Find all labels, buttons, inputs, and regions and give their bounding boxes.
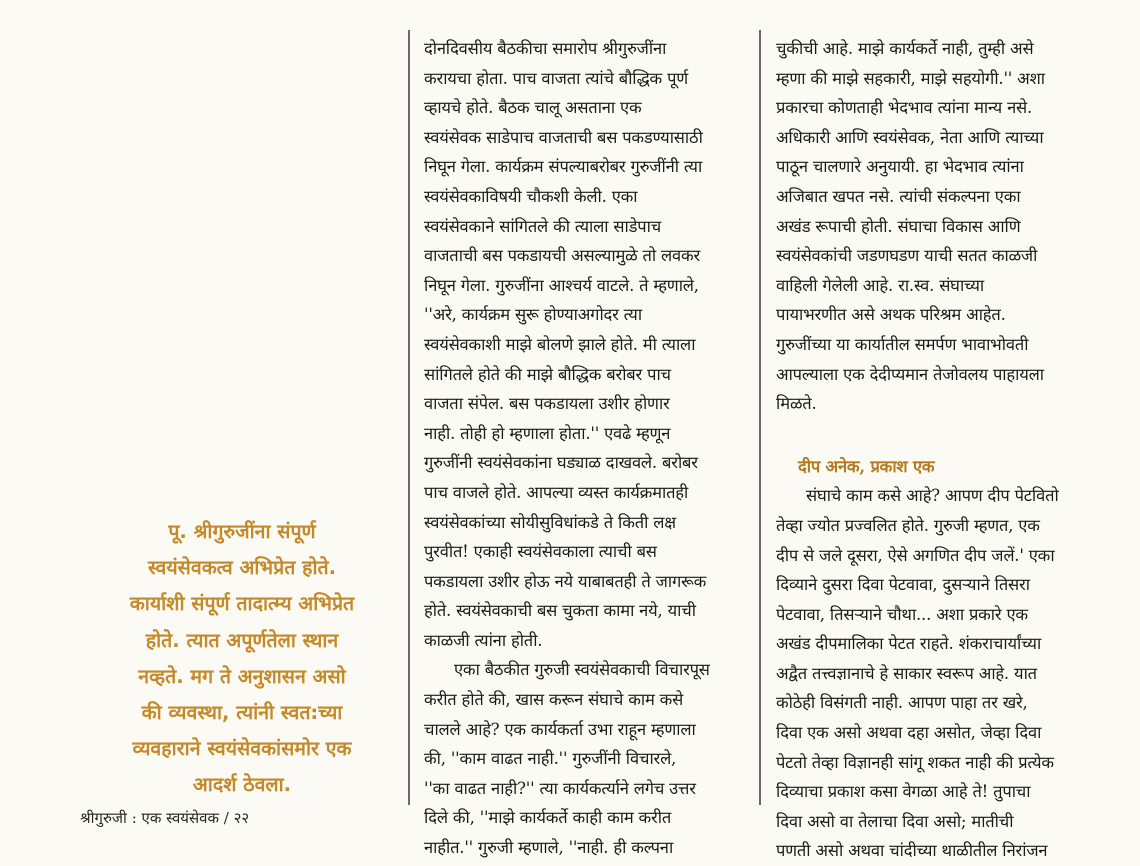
- text-line: नाहीत.'' गुरुजी म्हणाले, ''नाही. ही कल्पना: [424, 838, 674, 858]
- text-line: स्वयंसेवकाने सांगितले की त्याला साडेपाच: [424, 216, 661, 236]
- text-line: दिवा एक असो अथवा दहा असोत, जेव्हा दिवा: [776, 723, 1042, 743]
- text-column-middle: [424, 34, 744, 863]
- text-line: व्हायचे होते. बैठक चालू असताना एक: [424, 98, 642, 118]
- text-line: पकडायला उशीर होऊ नये याबाबतही ते जागरूक: [424, 571, 707, 591]
- text-line: पेटतो तेव्हा विज्ञानही सांगू शकत नाही की प्रत्येक: [776, 752, 1054, 772]
- text-line: पणती असो अथवा चांदीच्या थाळीतील निरांजन: [776, 841, 1048, 861]
- text-line: गुरुजींनी स्वयंसेवकांना घड्याळ दाखवले. बरोबर: [424, 453, 698, 473]
- text-line: ''अरे, कार्यक्रम सुरू होण्याअगोदर त्या: [424, 305, 642, 325]
- section-subheading: दीप अनेक, प्रकाश एक: [798, 456, 935, 476]
- text-line: दिव्याने दुसरा दिवा पेटवावा, दुसऱ्याने तिसरा: [776, 575, 1030, 595]
- page-footer: श्रीगुरुजी : एक स्वयंसेवक / २२: [80, 809, 250, 827]
- text-line: स्वयंसेवकांची जडणघडण याची सतत काळजी: [776, 246, 1038, 266]
- text-line: चुकीची आहे. माझे कार्यकर्ते नाही, तुम्ही असे: [776, 39, 1034, 58]
- text-line: वाजताची बस पकडायची असल्यामुळे तो लवकर: [424, 246, 700, 266]
- text-line: कोठेही विसंगती नाही. आपण पाहा तर खरे,: [776, 693, 1028, 713]
- paragraph: [776, 481, 1106, 866]
- column-divider-left: [408, 30, 410, 805]
- text-line: काळजी त्यांना होती.: [424, 630, 543, 650]
- text-line: पुरवीत! एकाही स्वयंसेवकाला त्याची बस: [424, 542, 657, 562]
- text-line: सांगितले होते की माझे बौद्धिक बरोबर पाच: [424, 364, 671, 384]
- text-line: करायचा होता. पाच वाजता त्यांचे बौद्धिक पूर्ण: [424, 68, 688, 88]
- text-line: स्वयंसेवकाशी माझे बोलणे झाले होते. मी त्याला: [424, 334, 696, 354]
- text-line: गुरुजींच्या या कार्यातील समर्पण भावाभोवती: [776, 334, 1029, 354]
- text-line: अधिकारी आणि स्वयंसेवक, नेता आणि त्याच्या: [776, 127, 1044, 147]
- text-line: अद्वैत तत्त्वज्ञानाचे हे साकार स्वरूप आहे. यात: [776, 663, 1037, 683]
- text-line: निघून गेला. कार्यक्रम संपल्याबरोबर गुरुजींनी त्या: [424, 157, 703, 177]
- text-line: की, ''काम वाढत नाही.'' गुरुजींनी विचारले,: [424, 749, 677, 769]
- text-line: दिवा असो वा तेलाचा दिवा असो; मातीची: [776, 811, 1014, 831]
- text-line: मिळते.: [776, 394, 817, 414]
- pull-quote-line: कार्याशी संपूर्ण तादात्म्य अभिप्रेत: [129, 592, 355, 616]
- text-line: करीत होते की, खास करून संघाचे काम कसे: [424, 690, 684, 710]
- text-line: अखंड रूपाची होती. संघाचा विकास आणि: [776, 216, 1021, 236]
- paragraph: [424, 34, 744, 655]
- text-line: चालले आहे? एक कार्यकर्ता उभा राहून म्हणाला: [424, 719, 696, 739]
- pull-quote-line: व्यवहाराने स्वयंसेवकांसमोर एक: [132, 737, 352, 761]
- text-line: अखंड दीपमालिका पेटत राहते. शंकराचार्यांच्या: [776, 634, 1042, 654]
- paragraph: [424, 655, 744, 862]
- text-line: दिव्याचा प्रकाश कसा वेगळा आहे ते! तुपाचा: [776, 782, 1031, 802]
- text-line: तेव्हा ज्योत प्रज्वलित होते. गुरुजी म्हणत, एक: [776, 515, 1040, 535]
- text-line: आपल्याला एक देदीप्यमान तेजोवलय पाहायला: [776, 364, 1044, 384]
- text-line: एका बैठकीत गुरुजी स्वयंसेवकाची विचारपूस: [454, 660, 710, 680]
- text-line: संघाचे काम कसे आहे? आपण दीप पेटवितो: [806, 486, 1059, 506]
- text-line: स्वयंसेवकांच्या सोयीसुविधांकडे ते किती लक्ष: [424, 512, 676, 532]
- text-line: निघून गेला. गुरुजींना आश्चर्य वाटले. ते म्हणाले,: [424, 275, 699, 295]
- text-line: पाच वाजले होते. आपल्या व्यस्त कार्यक्रमातही: [424, 482, 689, 502]
- pull-quote-line: नव्हते. मग ते अनुशासन असो: [138, 664, 346, 688]
- text-line: अजिबात खपत नसे. त्यांची संकल्पना एका: [776, 186, 1021, 206]
- pull-quote-line: स्वयंसेवकत्व अभिप्रेत होते.: [147, 556, 337, 580]
- pull-quote-line: होते. त्यात अपूर्णतेला स्थान: [145, 628, 339, 652]
- text-line: ''का वाढत नाही?'' त्या कार्यकर्त्याने लगेच उत्तर: [424, 778, 696, 798]
- text-line: प्रकारचा कोणताही भेदभाव त्यांना मान्य नसे.: [776, 98, 1033, 118]
- text-line: स्वयंसेवकाविषयी चौकशी केली. एका: [424, 186, 638, 206]
- text-line: दिले की, ''माझे कार्यकर्ते काही काम करीत: [424, 808, 672, 828]
- pull-quote-line: पू. श्रीगुरुजींना संपूर्ण: [168, 520, 316, 543]
- section-spacer: [776, 419, 1106, 452]
- pull-quote: [82, 514, 402, 804]
- text-line: पेटवावा, तिसऱ्याने चौथा... अशा प्रकारे एक: [776, 604, 1028, 624]
- text-line: नाही. तोही हो म्हणाला होता.'' एवढे म्हणून: [424, 423, 671, 443]
- text-line: पायाभरणीत असे अथक परिश्रम आहेत.: [776, 305, 1006, 325]
- text-column-right: [776, 34, 1106, 866]
- text-line: पाठून चालणारे अनुयायी. हा भेदभाव त्यांना: [776, 157, 1024, 177]
- text-line: दोनदिवसीय बैठकीचा समारोप श्रीगुरुजींना: [424, 39, 667, 58]
- paragraph: [776, 34, 1106, 419]
- text-line: म्हणा की माझे सहकारी, माझे सहयोगी.'' अशा: [776, 68, 1045, 88]
- text-line: होते. स्वयंसेवकाची बस चुकता कामा नये, याची: [424, 601, 696, 621]
- text-line: वाजता संपेल. बस पकडायला उशीर होणार: [424, 394, 670, 414]
- pull-quote-line: आदर्श ठेवला.: [192, 773, 292, 797]
- text-line: दीप से जले दूसरा, ऐसे अगणित दीप जलें.' एका: [776, 545, 1055, 565]
- column-divider-right: [759, 30, 761, 805]
- text-line: वाहिली गेलेली आहे. रा.स्व. संघाच्या: [776, 275, 984, 295]
- text-line: स्वयंसेवक साडेपाच वाजताची बस पकडण्यासाठी: [424, 127, 703, 147]
- pull-quote-line: की व्यवस्था, त्यांनी स्वत:च्या: [141, 701, 343, 725]
